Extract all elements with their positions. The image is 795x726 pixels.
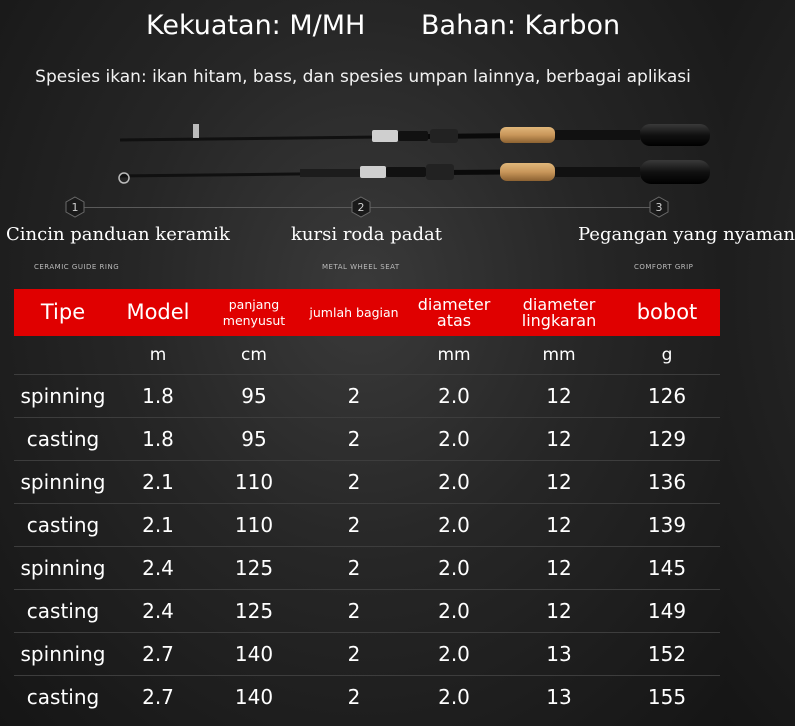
feature-number-2: 2 [350,196,372,218]
table-cell: spinning [20,642,106,666]
units-row [14,336,720,374]
feature-subtitle-comfort-grip: COMFORT GRIP [634,263,694,271]
table-cell: 2 [347,685,361,709]
feature-subtitle-ceramic-guide: CERAMIC GUIDE RING [34,263,120,271]
table-row [14,546,720,589]
table-row [14,589,720,632]
feature-number-1: 1 [64,196,86,218]
table-cell: 125 [234,556,274,580]
table-cell: 2.0 [438,470,470,494]
material-label: Bahan: Karbon [421,10,621,41]
table-cell: 2 [347,513,361,537]
table-cell: 2 [347,556,361,580]
table-cell: 140 [234,642,274,666]
table-header-row [14,289,720,336]
feature-title-wheel-seat: kursi roda padat [291,224,442,245]
feature-number-3: 3 [648,196,670,218]
header-type: Tipe [40,300,86,324]
table-row [14,675,720,718]
header-model: Model [126,300,190,324]
table-cell: 2.0 [438,685,470,709]
table-cell: 129 [647,427,687,451]
table-cell: 1.8 [142,427,174,451]
table-cell: 2.7 [142,642,174,666]
unit-cell: mm [437,345,471,365]
table-cell: 126 [647,384,687,408]
table-row [14,632,720,675]
table-cell: 2.0 [438,642,470,666]
table-cell: 145 [647,556,687,580]
headline [0,10,726,46]
table-cell: 13 [546,685,572,709]
table-cell: 95 [241,384,267,408]
table-cell: 2.1 [142,470,174,494]
table-cell: spinning [20,470,106,494]
table-cell: 2 [347,427,361,451]
table-cell: 125 [234,599,274,623]
spinning-rod [119,160,710,184]
table-cell: 152 [647,642,687,666]
table-cell: 12 [546,427,572,451]
table-body [14,374,720,718]
feature-title-ceramic-guide: Cincin panduan keramik [6,224,230,245]
table-cell: 2.4 [142,556,174,580]
table-cell: 2.0 [438,556,470,580]
table-cell: 2.0 [438,427,470,451]
table-cell: 136 [647,470,687,494]
table-cell: 12 [546,513,572,537]
table-cell: 12 [546,599,572,623]
species-subtitle: Spesies ikan: ikan hitam, bass, dan spesies umpan lainnya, berbagai aplikasi [35,67,691,87]
casting-rod [120,124,710,146]
table-cell: 140 [234,685,274,709]
header-weight: bobot [636,300,698,324]
table-cell: 2 [347,599,361,623]
table-row [14,460,720,503]
table-cell: 2 [347,384,361,408]
header-ring-diameter: diameter lingkaran [521,294,597,330]
fishing-rods-image [0,110,726,200]
feature-title-comfort-grip: Pegangan yang nyaman [578,224,795,245]
strength-label: Kekuatan: M/MH [146,10,366,41]
table-row [14,374,720,417]
unit-cell: cm [241,345,267,365]
unit-cell: g [661,345,673,365]
table-cell: 2 [347,470,361,494]
table-row [14,503,720,546]
table-cell: spinning [20,556,106,580]
unit-cell: m [149,345,167,365]
table-cell: 13 [546,642,572,666]
table-cell: 1.8 [142,384,174,408]
table-cell: 149 [647,599,687,623]
table-cell: 2.0 [438,513,470,537]
table-cell: casting [26,427,100,451]
header-sections: jumlah bagian [309,304,399,320]
feature-strip [0,196,795,276]
header-length: panjang menyusut [222,296,286,328]
table-cell: 12 [546,556,572,580]
table-cell: 155 [647,685,687,709]
table-cell: 95 [241,427,267,451]
table-cell: 2.0 [438,599,470,623]
table-cell: 2.0 [438,384,470,408]
table-cell: 2.1 [142,513,174,537]
table-cell: 139 [647,513,687,537]
header-top-diameter: diameter atas [417,294,491,330]
table-cell: 110 [234,513,274,537]
spec-table [14,289,720,718]
table-cell: 2.4 [142,599,174,623]
table-cell: casting [26,513,100,537]
table-cell: 12 [546,470,572,494]
unit-cell: mm [542,345,576,365]
table-cell: spinning [20,384,106,408]
feature-subtitle-wheel-seat: METAL WHEEL SEAT [322,263,400,271]
table-cell: casting [26,599,100,623]
table-cell: casting [26,685,100,709]
table-cell: 110 [234,470,274,494]
table-cell: 12 [546,384,572,408]
table-row [14,417,720,460]
table-cell: 2 [347,642,361,666]
table-cell: 2.7 [142,685,174,709]
